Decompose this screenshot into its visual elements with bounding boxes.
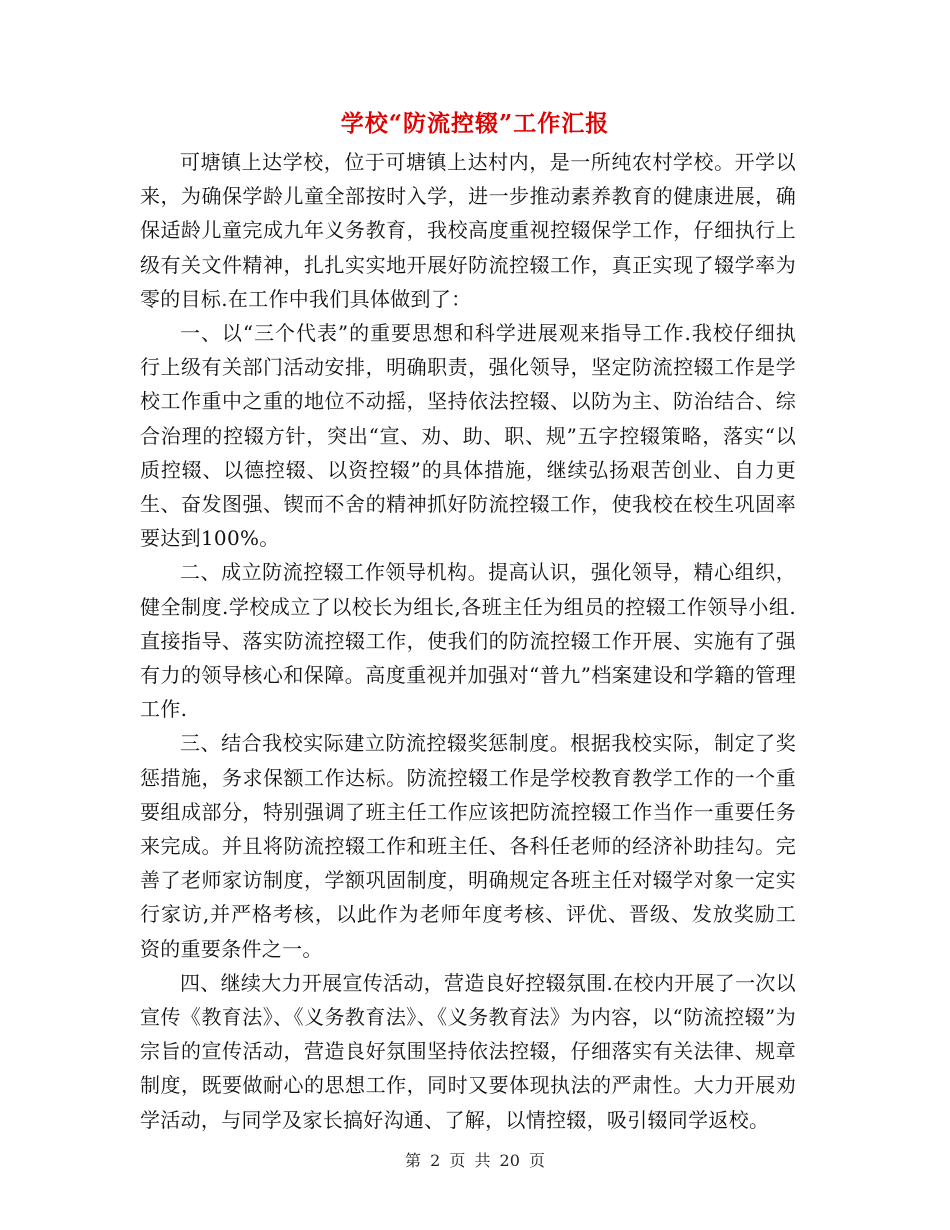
paragraph-section-3: 三、结合我校实际建立防流控辍奖惩制度。根据我校实际，制定了奖惩措施，务求保额工作达标。防流控辍工作是学校教育教学工作的一个重要组成部分，特别强调了班主任工作应该把防流控辍工作当作一重要任务来完成。并且将防流控辍工作和班主任、各科任老师的经济补助挂勾。完善了老师家访制度，学额巩固制度，明确规定各班主任对辍学对象一定实行家访,并严格考核，以此作为老师年度考核、评优、晋级、发放奖励工资的重要条件之一。 — [140, 731, 796, 961]
document-body — [140, 145, 796, 1137]
page-number-footer: 第 2 页 共 20 页 — [405, 1151, 545, 1170]
document-title: 学校“防流控辍”工作汇报 — [340, 110, 610, 137]
paragraph-section-2: 二、成立防流控辍工作领导机构。提高认识，强化领导，精心组织，健全制度.学校成立了以校长为组长,各班主任为组员的控辍工作领导小组. 直接指导、落实防流控辍工作，使我们的防流控辍工作开展、实施有了强有力的领导核心和保障。高度重视并加强对“普九”档案建设和学籍的管理工作. — [140, 560, 796, 722]
paragraph-section-1: 一、以“三个代表”的重要思想和科学进展观来指导工作.我校仔细执行上级有关部门活动安排，明确职责，强化领导，坚定防流控辍工作是学校工作重中之重的地位不动摇，坚持依法控辍、以防为主、防治结合、综合治理的控辍方针，突出“宣、劝、助、职、规”五字控辍策略，落实“以质控辍、以德控辍、以资控辍”的具体措施，继续弘扬艰苦创业、自力更生、奋发图强、锲而不舍的精神抓好防流控辍工作，使我校在校生巩固率要达到100%。 — [140, 321, 796, 551]
paragraph-section-4: 四、继续大力开展宣传活动，营造良好控辍氛围.在校内开展了一次以宣传《教育法》、《义务教育法》、《义务教育法》为内容，以“防流控辍”为宗旨的宣传活动，营造良好氛围坚持依法控辍，仔细落实有关法律、规章制度，既要做耐心的思想工作，同时又要体现执法的严肃性。大力开展劝学活动，与同学及家长搞好沟通、了解，以情控辍，吸引辍同学返校。 — [140, 970, 796, 1132]
paragraph-intro: 可塘镇上达学校，位于可塘镇上达村内，是一所纯农村学校。开学以来，为确保学龄儿童全部按时入学，进一步推动素养教育的健康进展，确保适龄儿童完成九年义务教育，我校高度重视控辍保学工作，仔细执行上级有关文件精神，扎扎实实地开展好防流控辍工作，真正实现了辍学率为零的目标.在工作中我们具体做到了： — [140, 150, 796, 311]
